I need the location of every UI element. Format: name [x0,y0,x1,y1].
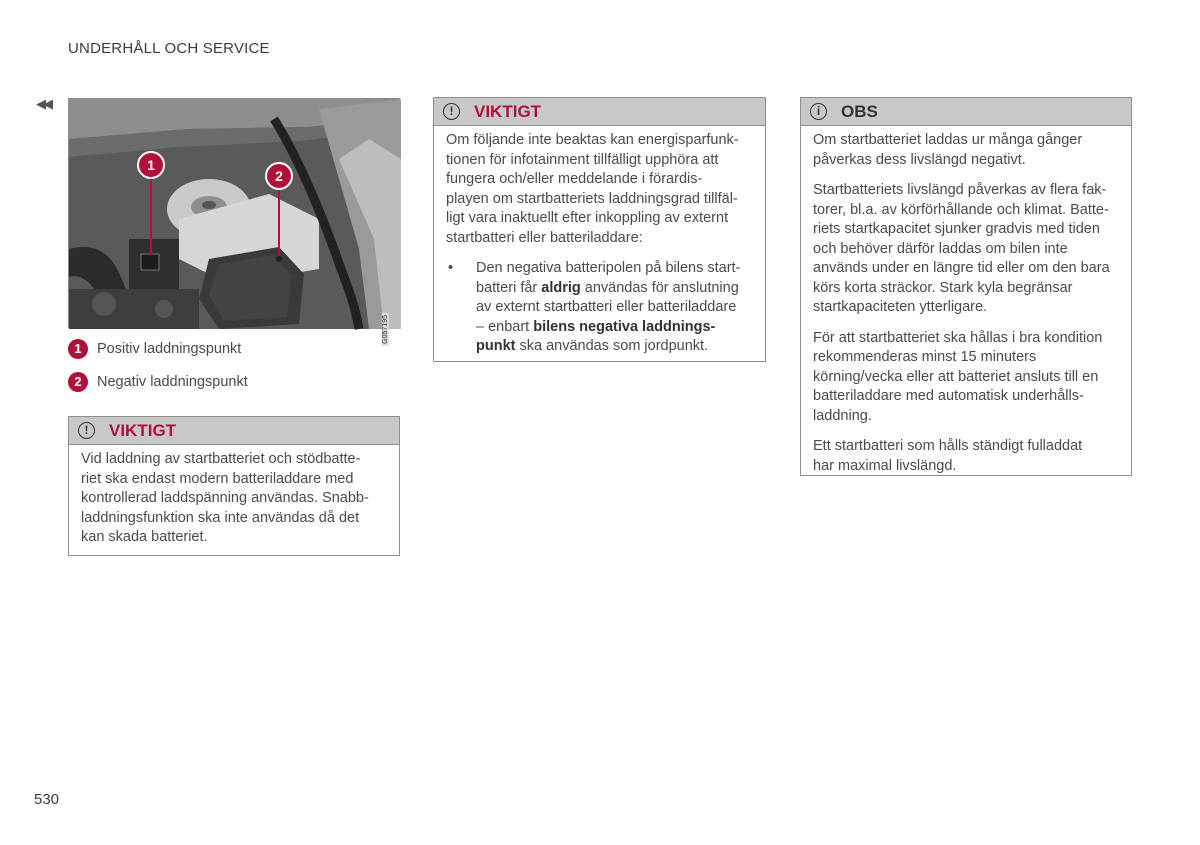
text-line: Vid laddning av startbatteriet och stödbatte- [81,451,361,467]
text-line: punkt ska användas som jordpunkt. [476,338,709,354]
bullet-item [446,259,753,357]
callout-2: 2 [265,162,293,190]
note-header [801,98,1131,126]
page-number: 530 [34,791,60,808]
legend-label-negative: Negativ laddningspunkt [97,374,248,390]
legend-number-2: 2 [68,372,88,392]
warning-box-charging [68,416,400,556]
warning-body [69,445,399,556]
text-line: – enbart bilens negativa laddnings- [476,318,716,335]
note-paragraph: Ett startbatteri som hålls ständigt fulladdat har maximal livslängd. [813,438,1083,474]
note-paragraph: Startbatteriets livslängd påverkas av flera fak- torer, bl.a. av körförhållande och klimat. Batte- riets startkapacitet sjunker gradvis med tiden och behöver därför laddas om bilen inte används under en längre tid eller om den bara körs korta sträckor. Stark kyla begränsar startkapaciteten ytterligare. [813,182,1110,315]
section-header: UNDERHÅLL OCH SERVICE [68,40,270,57]
exclamation-icon: ! [78,422,95,439]
text-line: Om följande inte beaktas kan energisparfunk- [446,132,739,148]
figure-legend [68,338,400,393]
text-line: kontrollerad laddspänning användas. Snabb- [81,490,369,506]
warning-title: VIKTIGT [474,101,542,121]
legend-item-negative [68,371,400,393]
info-icon: i [810,103,827,120]
back-arrows-icon[interactable]: ◀◀ [36,96,50,111]
bullet-dot: • [448,260,454,276]
engine-bay-figure [68,98,400,344]
engine-bay-illustration [69,99,401,329]
text-line: startbatteri eller batteriladdare: [446,229,643,246]
legend-item-positive [68,338,400,360]
warning-body [434,126,765,365]
warning-header [434,98,765,126]
warning-header [69,417,399,445]
image-code: G057195 [382,315,389,344]
warning-box-energy-saving [433,97,766,362]
text-line: tionen för infotainment tillfälligt upphöra att [446,151,719,168]
note-body [801,126,1131,484]
note-paragraph: Om startbatteriet laddas ur många gånger påverkas dess livslängd negativt. [813,132,1083,168]
note-title: OBS [841,101,878,121]
warning-title: VIKTIGT [109,420,177,440]
text-line: playen om startbatteriets laddningsgrad tillfäl- [446,190,738,207]
legend-label-positive: Positiv laddningspunkt [97,341,242,357]
text-line: batteri får aldrig användas för anslutning [476,279,739,296]
exclamation-icon: ! [443,103,460,120]
text-line: kan skada batteriet. [81,529,208,545]
text-line: ligt vara inaktuellt efter inkoppling av externt [446,210,729,226]
legend-number-1: 1 [68,339,88,359]
text-line: fungera och/eller meddelande i förardis- [446,171,703,187]
text-line: riet ska endast modern batteriladdare med [81,470,354,487]
note-box-battery-life [800,97,1132,476]
text-line: laddningsfunktion ska inte användas då det [81,509,360,526]
note-paragraph: För att startbatteriet ska hållas i bra kondition rekommenderas minst 15 minuters körning/vecka eller att batteriet ansluts till en batteriladdare med automatisk underhålls- laddning. [813,329,1103,424]
text-line: Den negativa batteripolen på bilens start- [476,260,741,276]
bullet-text [476,259,740,357]
text-line: av externt startbatteri eller batteriladdare [476,299,737,315]
callout-1: 1 [137,151,165,179]
